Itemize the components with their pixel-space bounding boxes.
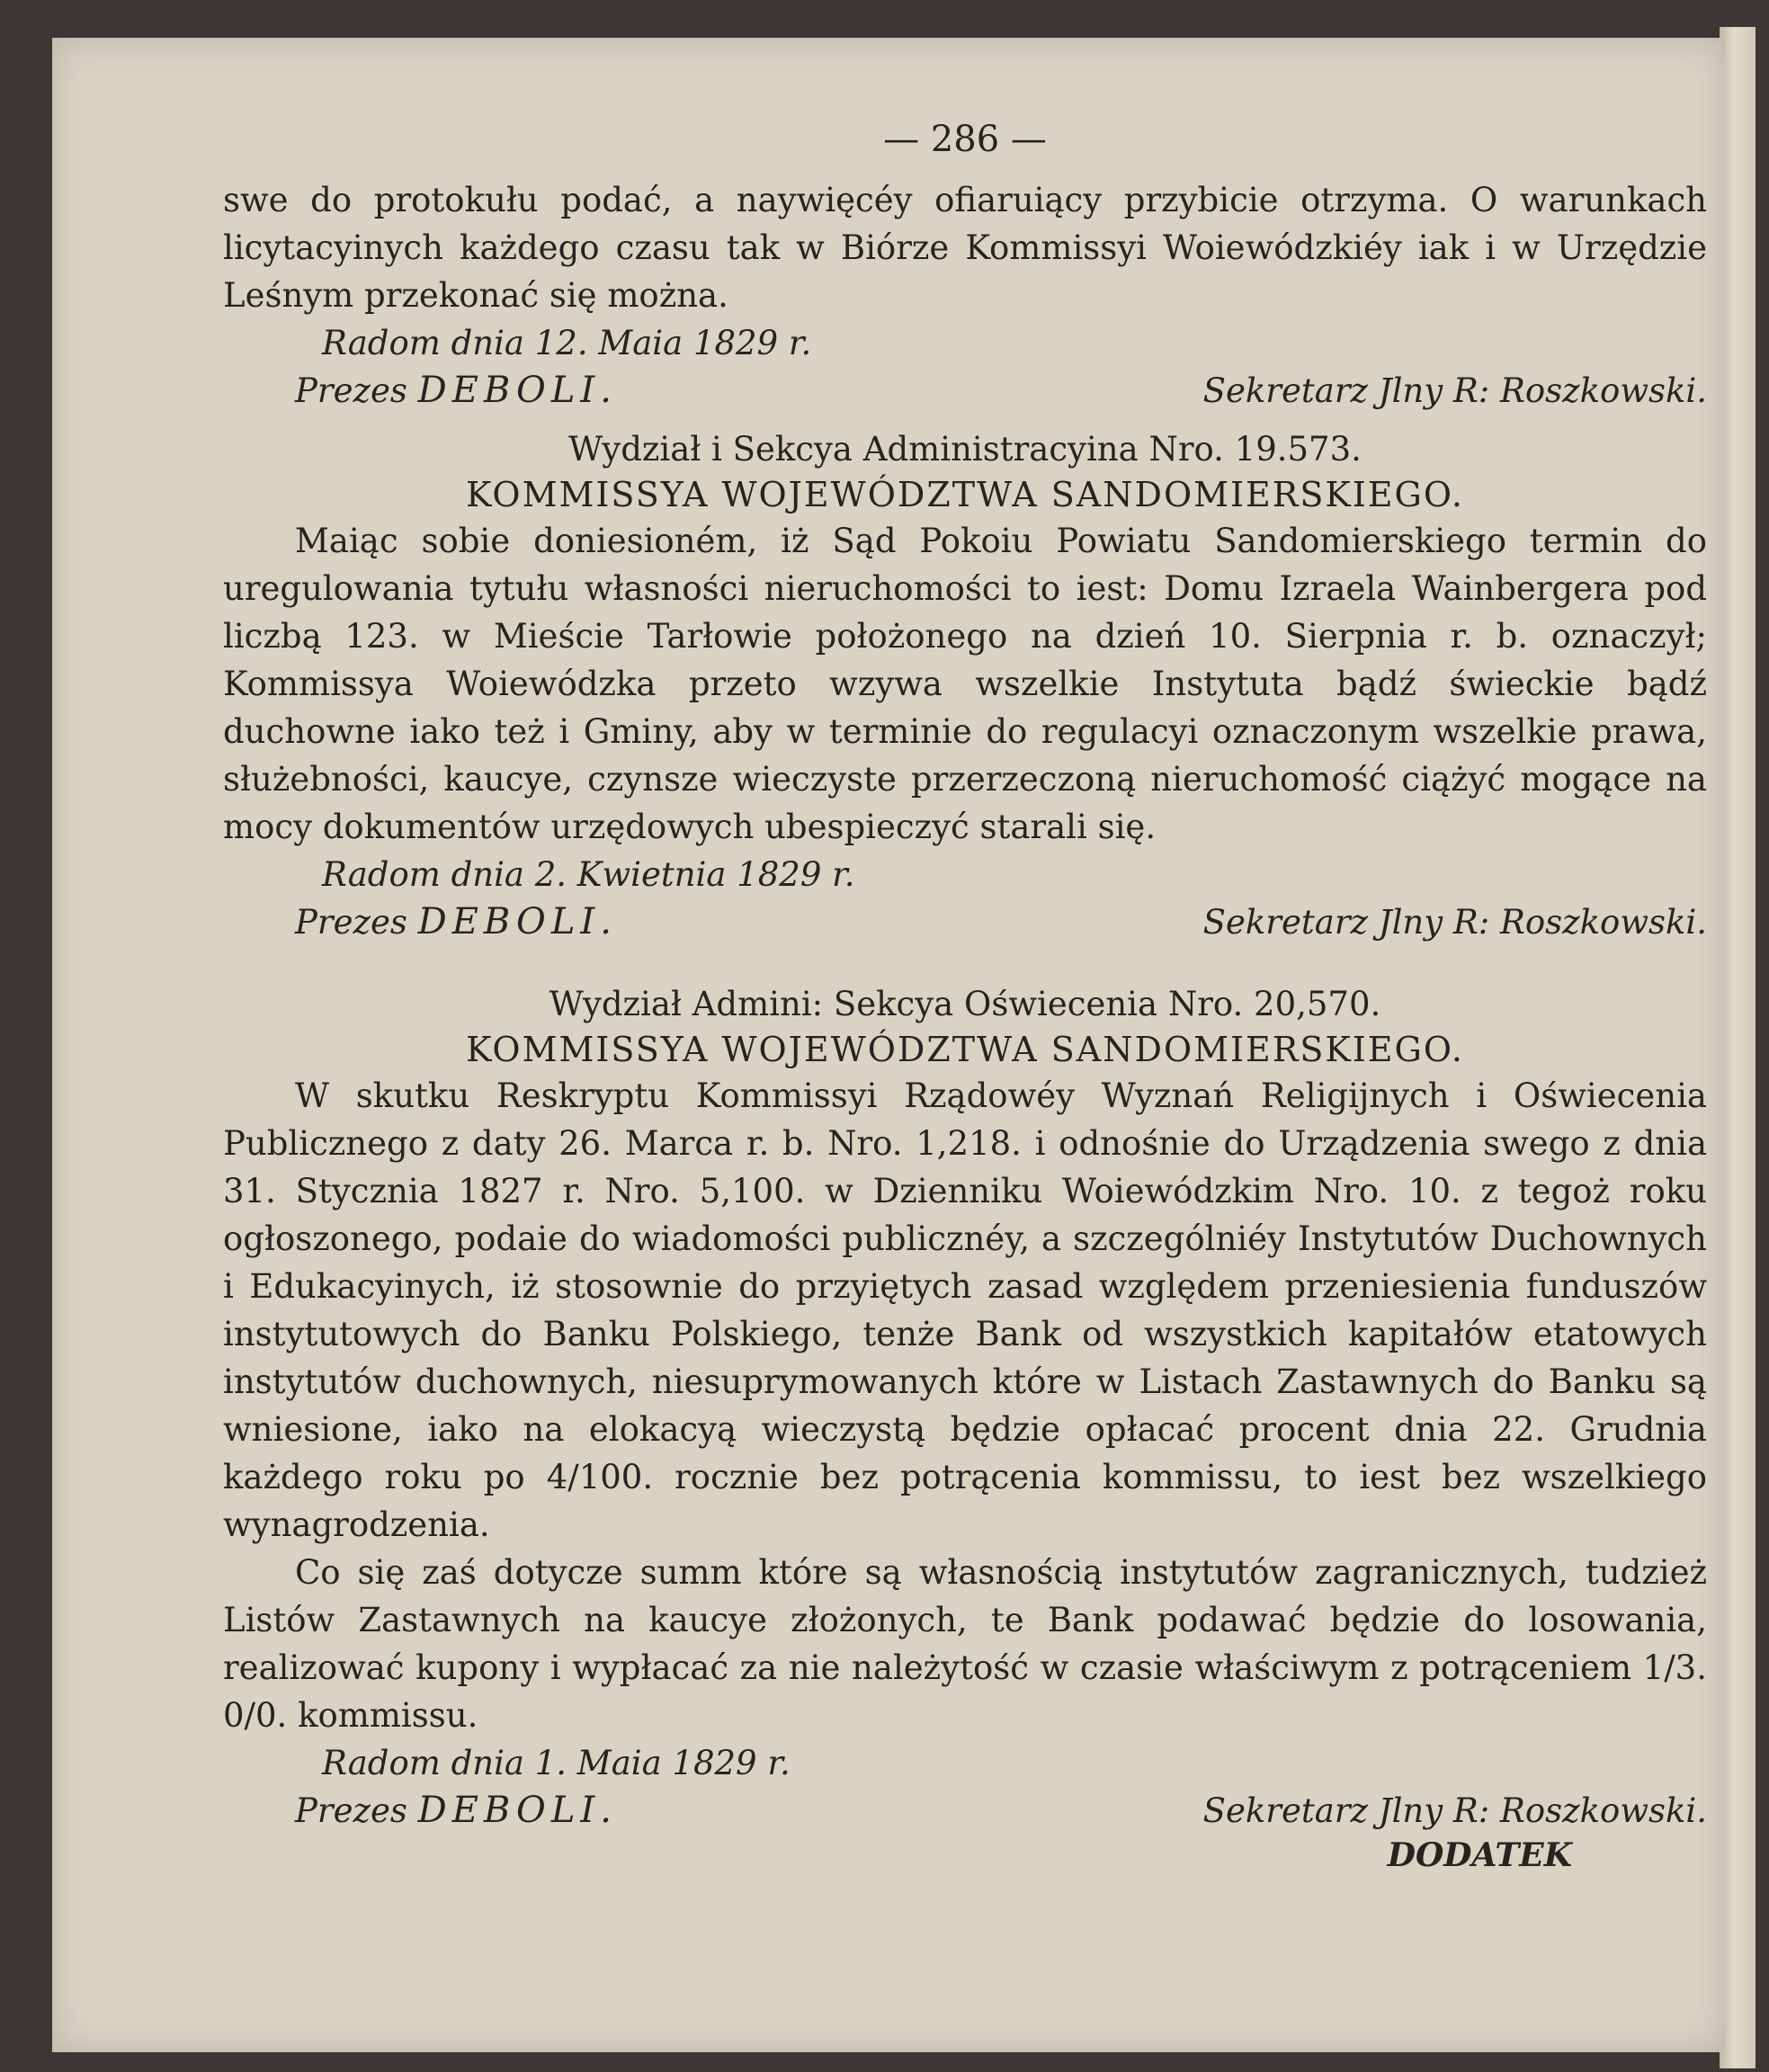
notice-title: KOMMISSYA WOJEWÓDZTWA SANDOMIERSKIEGO.	[466, 475, 1464, 514]
secretary-signature: Sekretarz Jlny R: Roszkowski.	[1202, 371, 1707, 410]
president-signature: Prezes DEBOLI.	[295, 1790, 617, 1831]
notice-title: KOMMISSYA WOJEWÓDZTWA SANDOMIERSKIEGO.	[466, 1030, 1464, 1069]
paragraph: Maiąc sobie doniesioném, iż Sąd Pokoiu Powiatu Sandomierskiego termin do uregulowania tytułu własności nieruchomości to iest: Domu Izraela Wainbergera pod liczbą 123. w Mieście Tarłowie położonego na dzień 10. Sierpnia r. b. oznaczył; Kommissya Woiewódzka przeto wzywa wszelkie Instytuta bądź świeckie bądź duchowne iako też i Gminy, aby w terminie do regulacyi oznaczonym wszelkie prawa, służebności, kaucye, czynsze wieczyste przerzeczoną nieruchomość ciążyć mogące na mocy dokumentów urzędowych ubespieczyć starali się.	[223, 522, 1707, 846]
text-block	[223, 110, 1707, 1876]
section-line: Wydział i Sekcya Administracyina Nro. 19.573.	[568, 430, 1362, 469]
date-line: Radom dnia 1. Maia 1829 r.	[322, 1744, 791, 1782]
date-line: Radom dnia 12. Maia 1829 r.	[322, 324, 812, 362]
signature-line	[223, 367, 1707, 415]
paragraph: W skutku Reskryptu Kommissyi Rządowéy Wyznań Religijnych i Oświecenia Publicznego z daty 26. Marca r. b. Nro. 1,218. i odnośnie do Urządzenia swego z dnia 31. Stycznia 1827 r. Nro. 5,100. w Dzienniku Woiewódzkim Nro. 10. z tegoż roku ogłoszonego, podaie do wiadomości publicznéy, a szczególniéy Instytutów Duchownych i Edukacyinych, iż stosownie do przyiętych zasad względem przeniesienia funduszów instytutowych do Banku Polskiego, tenże Bank od wszystkich kapitałów etatowych instytutów duchownych, niesuprymowanych które w Listach Zastawnych do Banku są wniesione, iako na elokacyą wieczystą będzie opłacać procent dnia 22. Grudnia każdego roku po 4/100. rocznie bez potrącenia kommissu, to iest bez wszelkiego wynagrodzenia.	[223, 1076, 1707, 1544]
president-signature: Prezes DEBOLI.	[295, 370, 617, 411]
secretary-signature: Sekretarz Jlny R: Roszkowski.	[1202, 1791, 1707, 1830]
page-number: — 286 —	[883, 119, 1047, 160]
secretary-signature: Sekretarz Jlny R: Roszkowski.	[1202, 903, 1707, 942]
section-line: Wydział Admini: Sekcya Oświecenia Nro. 20,570.	[549, 985, 1381, 1023]
president-signature: Prezes DEBOLI.	[295, 901, 617, 942]
paragraph: swe do protokułu podać, a naywięcéy ofiaruiący przybicie otrzyma. O warunkach licytacyinych każdego czasu tak w Biórze Kommissyi Woiewódzkiéy iak i w Urzędzie Leśnym przekonać się można.	[223, 181, 1707, 315]
signature-line	[223, 1787, 1707, 1835]
book-spine	[1720, 27, 1756, 2068]
catchword: DODATEK	[1387, 1836, 1572, 1874]
signature-line	[223, 898, 1707, 946]
paragraph: Co się zaś dotycze summ które są własnością instytutów zagranicznych, tudzież Listów Zastawnych na kaucye złożonych, te Bank podawać będzie do losowania, realizować kupony i wypłacać za nie należytość w czasie właściwym z potrąceniem 1/3. 0/0. kommissu.	[223, 1553, 1707, 1735]
page	[52, 38, 1725, 2052]
date-line: Radom dnia 2. Kwietnia 1829 r.	[322, 855, 855, 894]
